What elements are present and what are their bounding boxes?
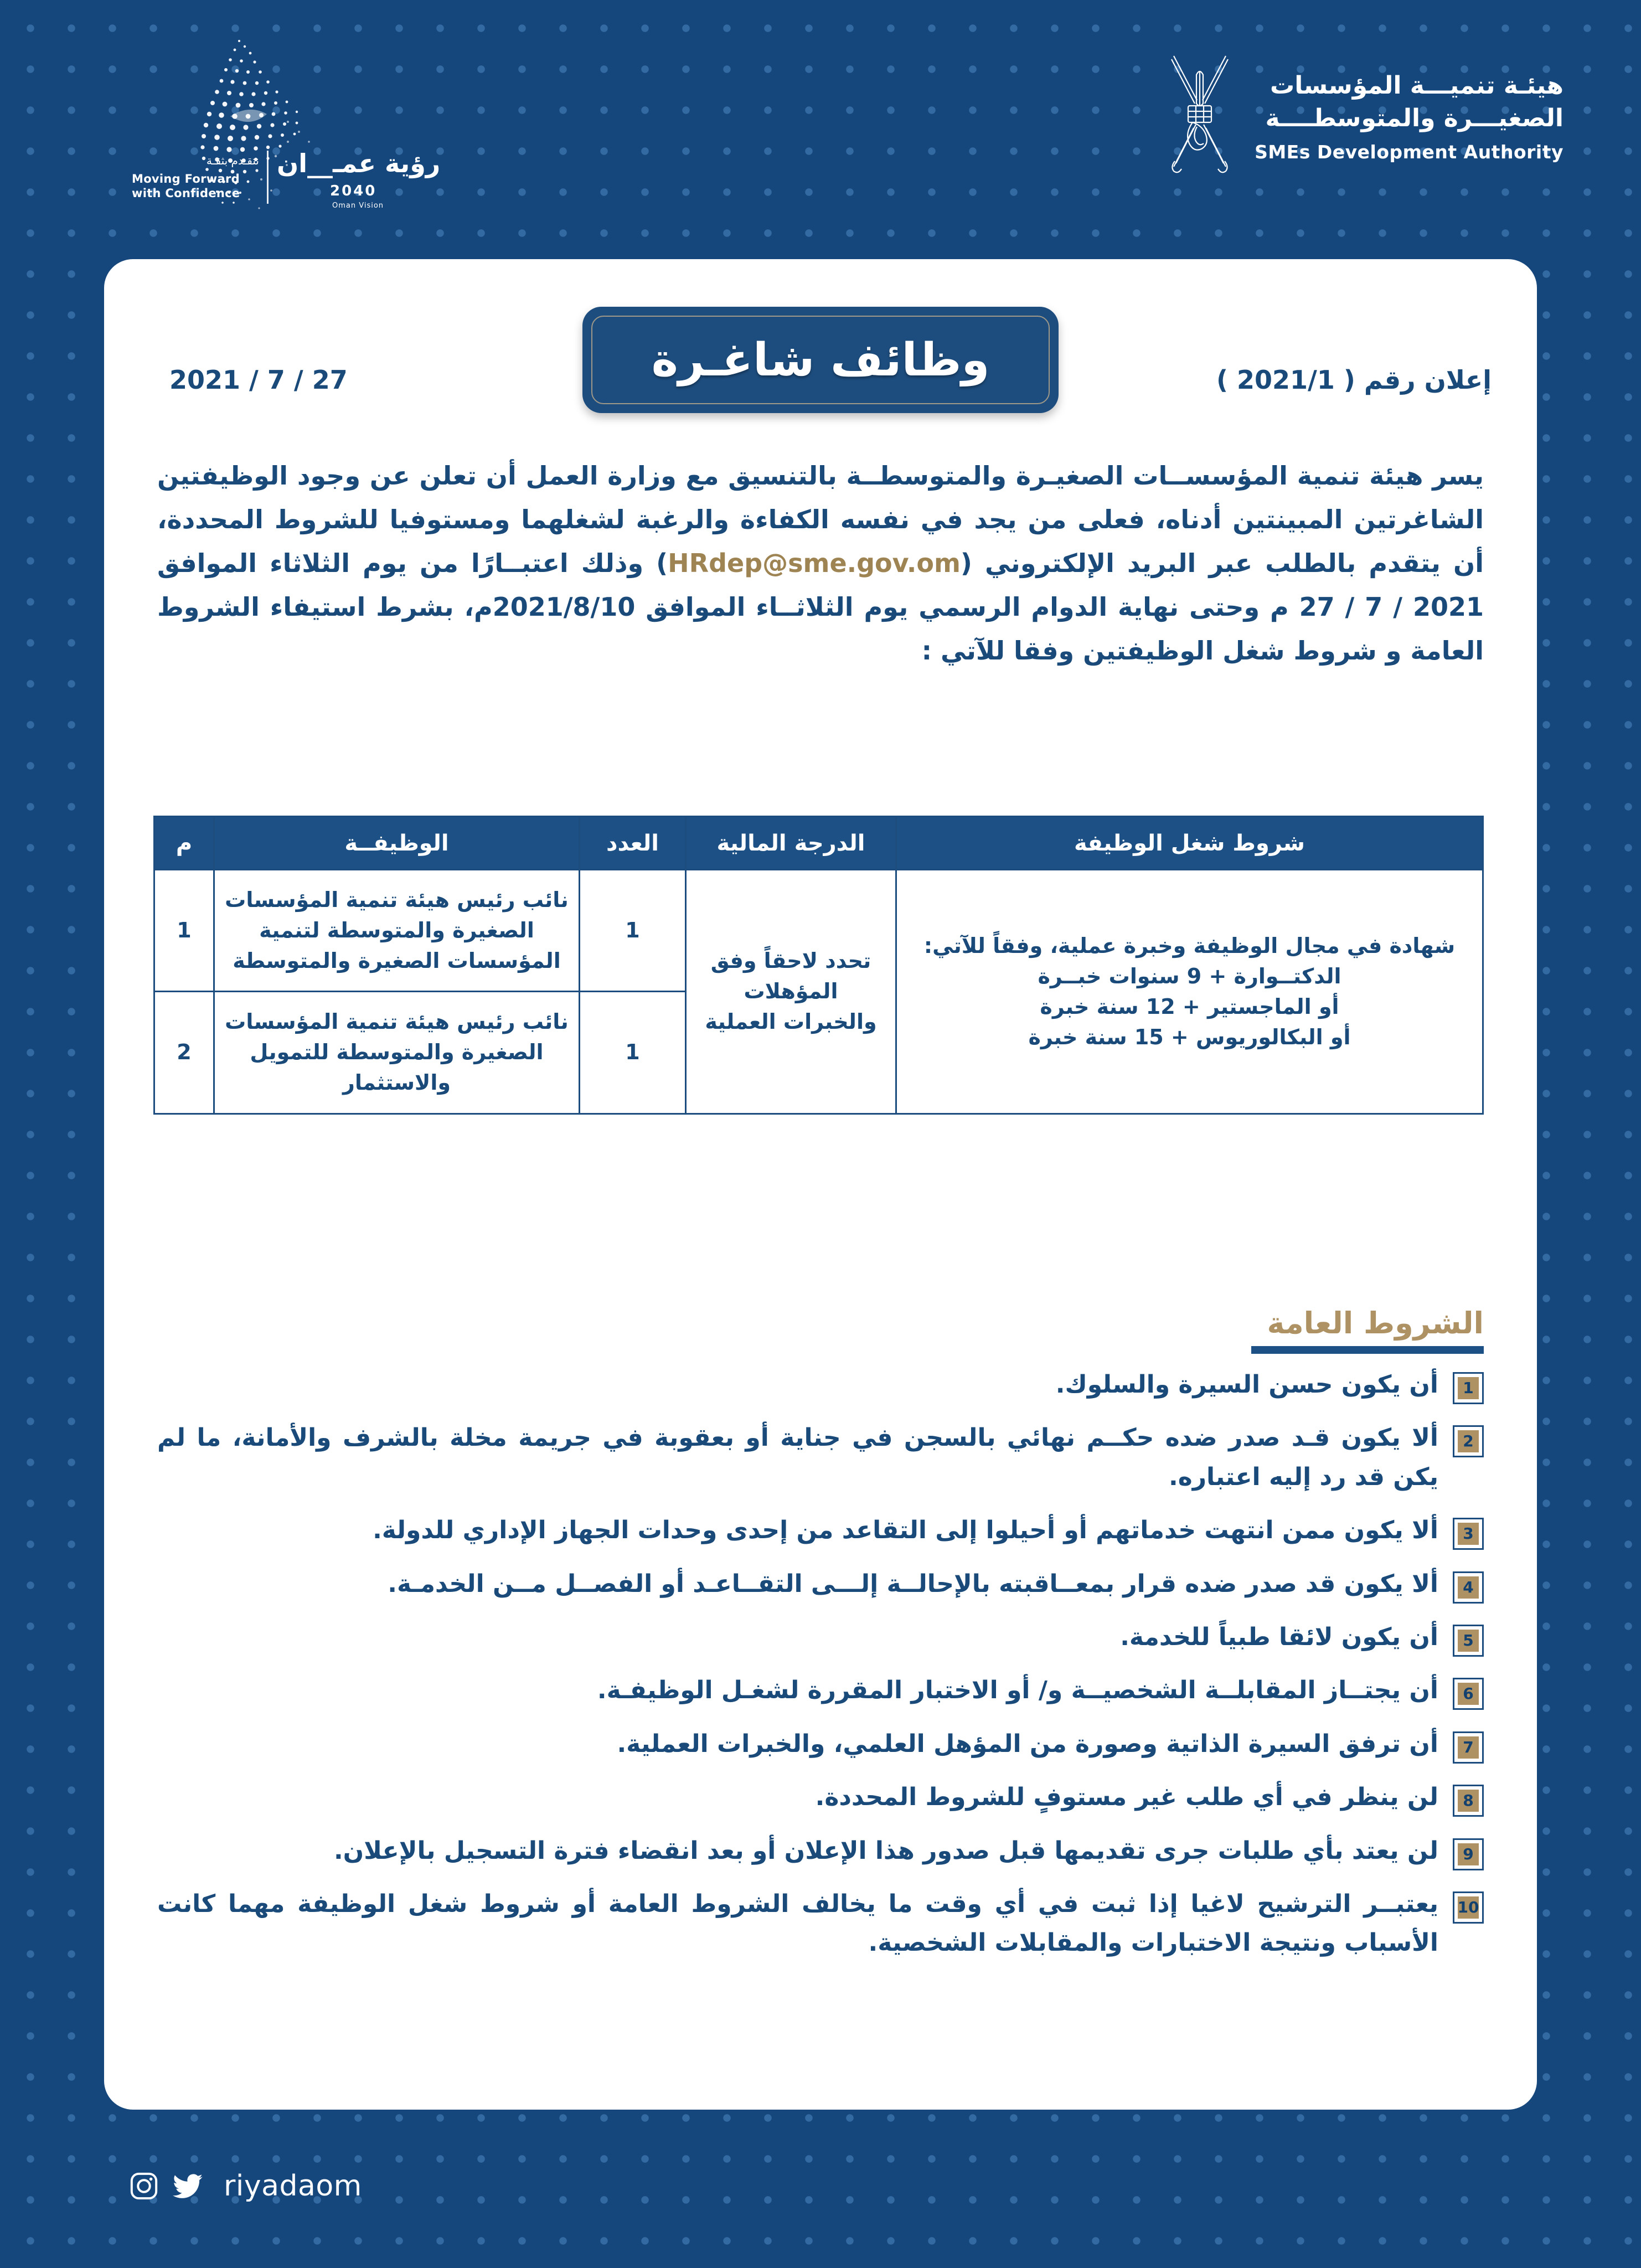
announcement-date: 2021 / 7 / 27 xyxy=(169,365,348,395)
authority-name xyxy=(1255,70,1563,162)
condition-number-badge xyxy=(1453,1731,1484,1764)
jobs-table-header-row xyxy=(154,817,1483,870)
page-title: وظائف شاغـرة xyxy=(651,333,990,386)
condition-number-badge xyxy=(1453,1372,1484,1404)
announcement-card xyxy=(104,259,1537,2110)
condition-number: 2 xyxy=(1458,1430,1479,1452)
list-item xyxy=(157,1365,1484,1404)
list-item xyxy=(157,1832,1484,1870)
condition-text: لن ينظر في أي طلب غير مستوفٍ للشروط المحددة. xyxy=(815,1783,1438,1812)
twitter-icon[interactable] xyxy=(172,2171,205,2202)
condition-line: أو البكالوريوس + 15 سنة خبرة xyxy=(1028,1024,1351,1049)
condition-text: يعتبــر الترشيح لاغيا إذا ثبت في أي وقت ما يخالف الشروط العامة أو شروط شغل الوظيفة مهما كانت الأسباب ونتيجة الاختبارات والمقابلات الشخصية. xyxy=(157,1889,1438,1957)
authority-name-en: SMEs Development Authority xyxy=(1255,141,1563,163)
instagram-icon[interactable] xyxy=(128,2171,159,2202)
condition-number-badge xyxy=(1453,1571,1484,1604)
condition-number-badge xyxy=(1453,1838,1484,1870)
condition-text: أن يكون حسن السيرة والسلوك. xyxy=(1055,1370,1438,1399)
authority-name-ar-line2: الصغيـــرة والمتوسطــــة xyxy=(1265,104,1563,132)
cell-no: 2 xyxy=(154,992,214,1114)
condition-text: ألا يكون قـد صدر ضده حكــم نهائي بالسجن في جناية أو بعقوبة في جريمة مخلة بالشرف والأمانة، ما لم يكن قد رد إليه اعتباره. xyxy=(157,1424,1438,1491)
intro-paragraph xyxy=(157,454,1484,673)
cell-job: نائب رئيس هيئة تنمية المؤسسات الصغيرة والمتوسطة لتنمية المؤسسات الصغيرة والمتوسطة xyxy=(214,870,580,992)
condition-number-badge xyxy=(1453,1785,1484,1817)
condition-number: 6 xyxy=(1458,1683,1479,1705)
page-header xyxy=(0,0,1641,260)
list-item xyxy=(157,1618,1484,1657)
condition-text: أن ترفق السيرة الذاتية وصورة من المؤهل العلمي، والخبرات العملية. xyxy=(617,1729,1438,1758)
condition-number: 9 xyxy=(1458,1843,1479,1865)
condition-text: أن يكون لائقا طبياً للخدمة. xyxy=(1120,1622,1438,1651)
general-conditions-heading xyxy=(1251,1306,1484,1354)
oman-national-emblem-khanjar-icon xyxy=(1164,53,1236,180)
condition-number: 4 xyxy=(1458,1576,1479,1599)
condition-text: ألا يكون ممن انتهت خدماتهم أو أحيلوا إلى التقاعد من إحدى وحدات الجهاز الإداري للدولة. xyxy=(373,1516,1438,1545)
vision-tagline-ar: نتقـدم بثقـة xyxy=(206,154,259,167)
col-header-no: م xyxy=(154,817,214,870)
jobs-table xyxy=(153,816,1484,1115)
condition-number: 1 xyxy=(1458,1377,1479,1399)
cell-count: 1 xyxy=(580,992,686,1114)
intro-part1: يسر هيئة تنمية المؤسســات الصغيـرة والمتوسطــة بالتنسيق مع وزارة العمل أن تعلن عن وجود الوظيفتين الشاغرتين المبينتين أدناه، فعلى من يجد في نفسه الكفاءة والرغبة لشغلهما ومستوفيا للشروط المحددة، أن يتقدم بالطلب عبر البريد الإلكتروني ( xyxy=(157,461,1484,579)
intro-part2: ) وذلك اعتبــارًا من يوم الثلاثاء الموافق 2021 / 7 / 27 م وحتى نهاية الدوام الرسمي يوم الثلاثــاء الموافق 2021/8/10م، بشرط استيفاء الشروط العامة و شروط شغل الوظيفتين وفقا للآتي : xyxy=(157,548,1484,666)
condition-line: شهادة في مجال الوظيفة وخبرة عملية، وفقاً للآتي: xyxy=(923,933,1456,958)
title-row xyxy=(104,307,1537,417)
vision-tagline-en: Moving Forward with Confidence xyxy=(132,172,240,200)
cell-job: نائب رئيس هيئة تنمية المؤسسات الصغيرة والمتوسطة للتمويل والاستثمار xyxy=(214,992,580,1114)
list-item xyxy=(157,1725,1484,1764)
condition-number: 3 xyxy=(1458,1523,1479,1545)
authority-name-ar-line1: هيئـة تنميـــة المؤسسات xyxy=(1270,71,1563,100)
condition-number-badge xyxy=(1453,1678,1484,1710)
condition-number: 10 xyxy=(1458,1896,1479,1919)
condition-number: 8 xyxy=(1458,1790,1479,1812)
condition-number-badge xyxy=(1453,1425,1484,1457)
vision-year: 2040 xyxy=(330,183,377,199)
condition-line: الدكتــوارة + 9 سنوات خبــرة xyxy=(1038,963,1341,988)
general-conditions-rule xyxy=(1251,1346,1484,1354)
authority-logo xyxy=(1164,53,1563,180)
condition-number: 7 xyxy=(1458,1736,1479,1759)
vision-tagline xyxy=(132,154,259,201)
condition-line: أو الماجستير + 12 سنة خبرة xyxy=(1040,994,1339,1019)
list-item xyxy=(157,1511,1484,1550)
announcement-number: إعلان رقم ( 2021/1 ) xyxy=(1216,365,1492,395)
cell-no: 1 xyxy=(154,870,214,992)
list-item xyxy=(157,1778,1484,1817)
social-handle[interactable]: riyadaom xyxy=(224,2169,362,2203)
list-item xyxy=(157,1885,1484,1963)
contact-email[interactable]: HRdep@sme.gov.om xyxy=(668,548,961,579)
col-header-count: العدد xyxy=(580,817,686,870)
condition-number: 5 xyxy=(1458,1630,1479,1652)
vision-wordmark-ar: رؤية عمـ__ان xyxy=(277,148,441,178)
condition-number-badge xyxy=(1453,1518,1484,1550)
condition-text: ألا يكون قد صدر ضده قرار بمعــاقبته بالإحالــة إلـــى التقــاعـد أو الفصــل مــن الخدمـة. xyxy=(388,1569,1438,1598)
condition-text: أن يجتــاز المقابلــة الشخصيــة و/ أو الاختبار المقررة لشغـل الوظيفـة. xyxy=(597,1676,1438,1705)
condition-number-badge xyxy=(1453,1625,1484,1657)
footer-social xyxy=(128,2169,362,2203)
page-title-badge xyxy=(582,307,1059,413)
table-row xyxy=(154,870,1483,992)
col-header-grade: الدرجة المالية xyxy=(686,817,896,870)
cell-count: 1 xyxy=(580,870,686,992)
col-header-job: الوظيفــة xyxy=(214,817,580,870)
vision-divider xyxy=(267,151,269,204)
col-header-conditions: شروط شغل الوظيفة xyxy=(896,817,1483,870)
vision-subtitle-en: Oman Vision xyxy=(332,202,384,210)
list-item xyxy=(157,1419,1484,1497)
general-conditions-title: الشروط العامة xyxy=(1267,1306,1484,1341)
cell-grade: تحدد لاحقاً وفق المؤهلات والخبرات العملية xyxy=(686,870,896,1114)
cell-conditions xyxy=(896,870,1483,1114)
condition-number-badge xyxy=(1453,1891,1484,1924)
condition-text: لن يعتد بأي طلبات جرى تقديمها قبل صدور هذا الإعلان أو بعد انقضاء فترة التسجيل بالإعلان. xyxy=(333,1836,1438,1865)
list-item xyxy=(157,1565,1484,1604)
general-conditions-list xyxy=(157,1365,1484,1977)
list-item xyxy=(157,1671,1484,1710)
